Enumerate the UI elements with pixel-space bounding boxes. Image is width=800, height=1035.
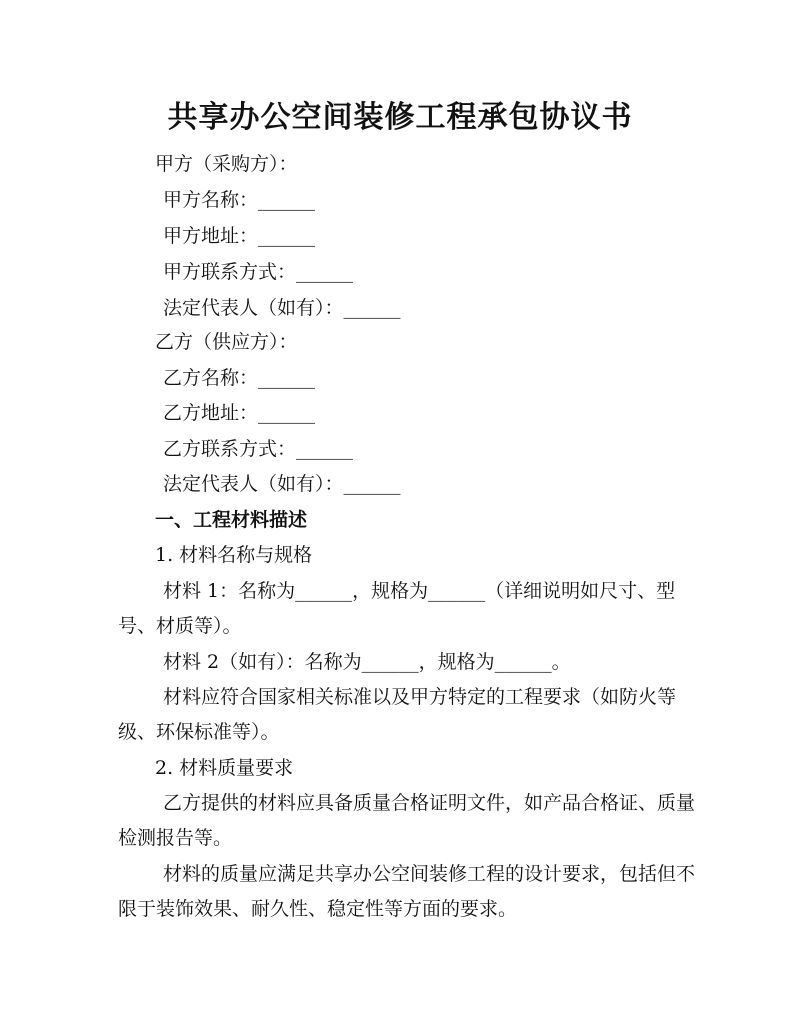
party-b-representative: 法定代表人（如有）：______ — [163, 473, 401, 495]
document-title: 共享办公空间装修工程承包协议书 — [167, 100, 633, 135]
party-a-header: 甲方（采购方）： — [155, 153, 298, 175]
subsection1-heading: 1. 材料名称与规格 — [155, 544, 313, 566]
standard-line1: 材料应符合国家相关标准以及甲方特定的工程要求（如防火等 — [163, 686, 677, 708]
section1-heading: 一、工程材料描述 — [155, 509, 308, 531]
certificate-line1: 乙方提供的材料应具备质量合格证明文件，如产品合格证、质量 — [163, 792, 696, 814]
party-a-address: 甲方地址：______ — [163, 225, 316, 247]
party-b-address: 乙方地址：______ — [163, 402, 316, 424]
material1-line2: 号、材质等）。 — [118, 615, 242, 637]
certificate-line2: 检测报告等。 — [118, 827, 233, 849]
party-b-contact: 乙方联系方式：______ — [163, 438, 354, 460]
material2-line: 材料 2（如有）：名称为______，规格为______。 — [163, 651, 571, 673]
party-b-header: 乙方（供应方）： — [155, 331, 298, 353]
material1-line1: 材料 1：名称为______，规格为______（详细说明如尺寸、型 — [163, 580, 676, 602]
design-requirement-line2: 限于装饰效果、耐久性、稳定性等方面的要求。 — [118, 898, 518, 920]
party-b-name: 乙方名称：______ — [163, 367, 316, 389]
party-a-name: 甲方名称：______ — [163, 189, 316, 211]
party-a-contact: 甲方联系方式：______ — [163, 261, 354, 283]
subsection2-heading: 2. 材料质量要求 — [155, 757, 294, 779]
party-a-representative: 法定代表人（如有）：______ — [163, 297, 401, 319]
design-requirement-line1: 材料的质量应满足共享办公空间装修工程的设计要求，包括但不 — [163, 863, 696, 885]
standard-line2: 级、环保标准等）。 — [118, 721, 280, 743]
